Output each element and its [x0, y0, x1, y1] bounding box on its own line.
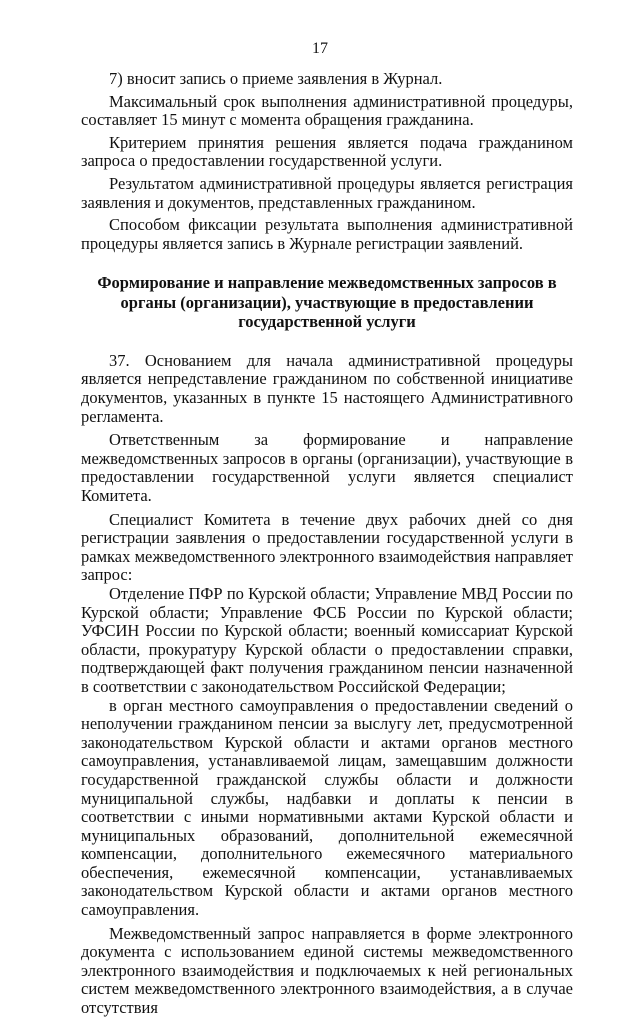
- section-heading: Формирование и направление межведомственных запросов в органы (организации), участвующие в предоставлении государственной услуги: [97, 273, 557, 332]
- paragraph-electronic-request: Межведомственный запрос направляется в форме электронного документа с использованием единой системы межведомственного электронного взаимодействия и подключаемых к ней региональных систем межведомственного электронного взаимодействия, а в случае отсутствия: [81, 923, 573, 1018]
- page-number: 17: [312, 40, 328, 57]
- paragraph-step-7: 7) вносит запись о приеме заявления в Журнал.: [109, 69, 443, 88]
- paragraph-request-local-government: в орган местного самоуправления о предоставлении сведений о неполучении гражданином пенсии за выслугу лет, предусмотренной законодательством Курской области и актами органов местного самоуправления, устанавливаемой лицам, замещавшим должности государственной гражданской службы области и должности муниципальной службы, надбавки и доплаты к пенсии в соответствии с иными нормативными актами Курской области и муниципальных образований, дополнительной ежемесячной компенсации, дополнительного ежемесячного материального обеспечения, ежемесячной компенсации, устанавливаемых законодательством Курской области и актами органов местного самоуправления.: [81, 695, 573, 920]
- paragraph-max-duration: Максимальный срок выполнения административной процедуры, составляет 15 минут с момента обращения гражданина.: [81, 91, 573, 130]
- paragraph-responsible-specialist: Ответственным за формирование и направление межведомственных запросов в органы (организации), участвующие в предоставлении государственной услуги является специалист Комитета.: [81, 430, 573, 505]
- paragraph-procedure-result: Результатом административной процедуры является регистрация заявления и документов, представленных гражданином.: [81, 173, 573, 212]
- paragraph-37-basis: 37. Основанием для начала административной процедуры является непредставление гражданином по собственной инициативе документов, указанных в пункте 15 настоящего Административного регламента.: [81, 350, 573, 426]
- document-body: [81, 70, 573, 1018]
- paragraph-fixation-method: Способом фиксации результата выполнения административной процедуры является запись в Журнале регистрации заявлений.: [81, 215, 573, 253]
- paragraph-decision-criterion: Критерием принятия решения является подача гражданином запроса о предоставлении государственной услуги.: [81, 132, 573, 171]
- paragraph-request-timing: Специалист Комитета в течение двух рабочих дней со дня регистрации заявления о предоставлении государственной услуги в рамках межведомственного электронного взаимодействия направляет запрос:: [81, 509, 573, 585]
- paragraph-request-agencies: Отделение ПФР по Курской области; Управление МВД России по Курской области; Управление ФСБ России по Курской области; УФСИН России по Курской области; военный комиссариат Курской области, прокуратуру Курской области о предоставлении справки, подтверждающей факт получения гражданином пенсии назначенной в соответствии с законодательством Российской Федерации;: [81, 583, 573, 696]
